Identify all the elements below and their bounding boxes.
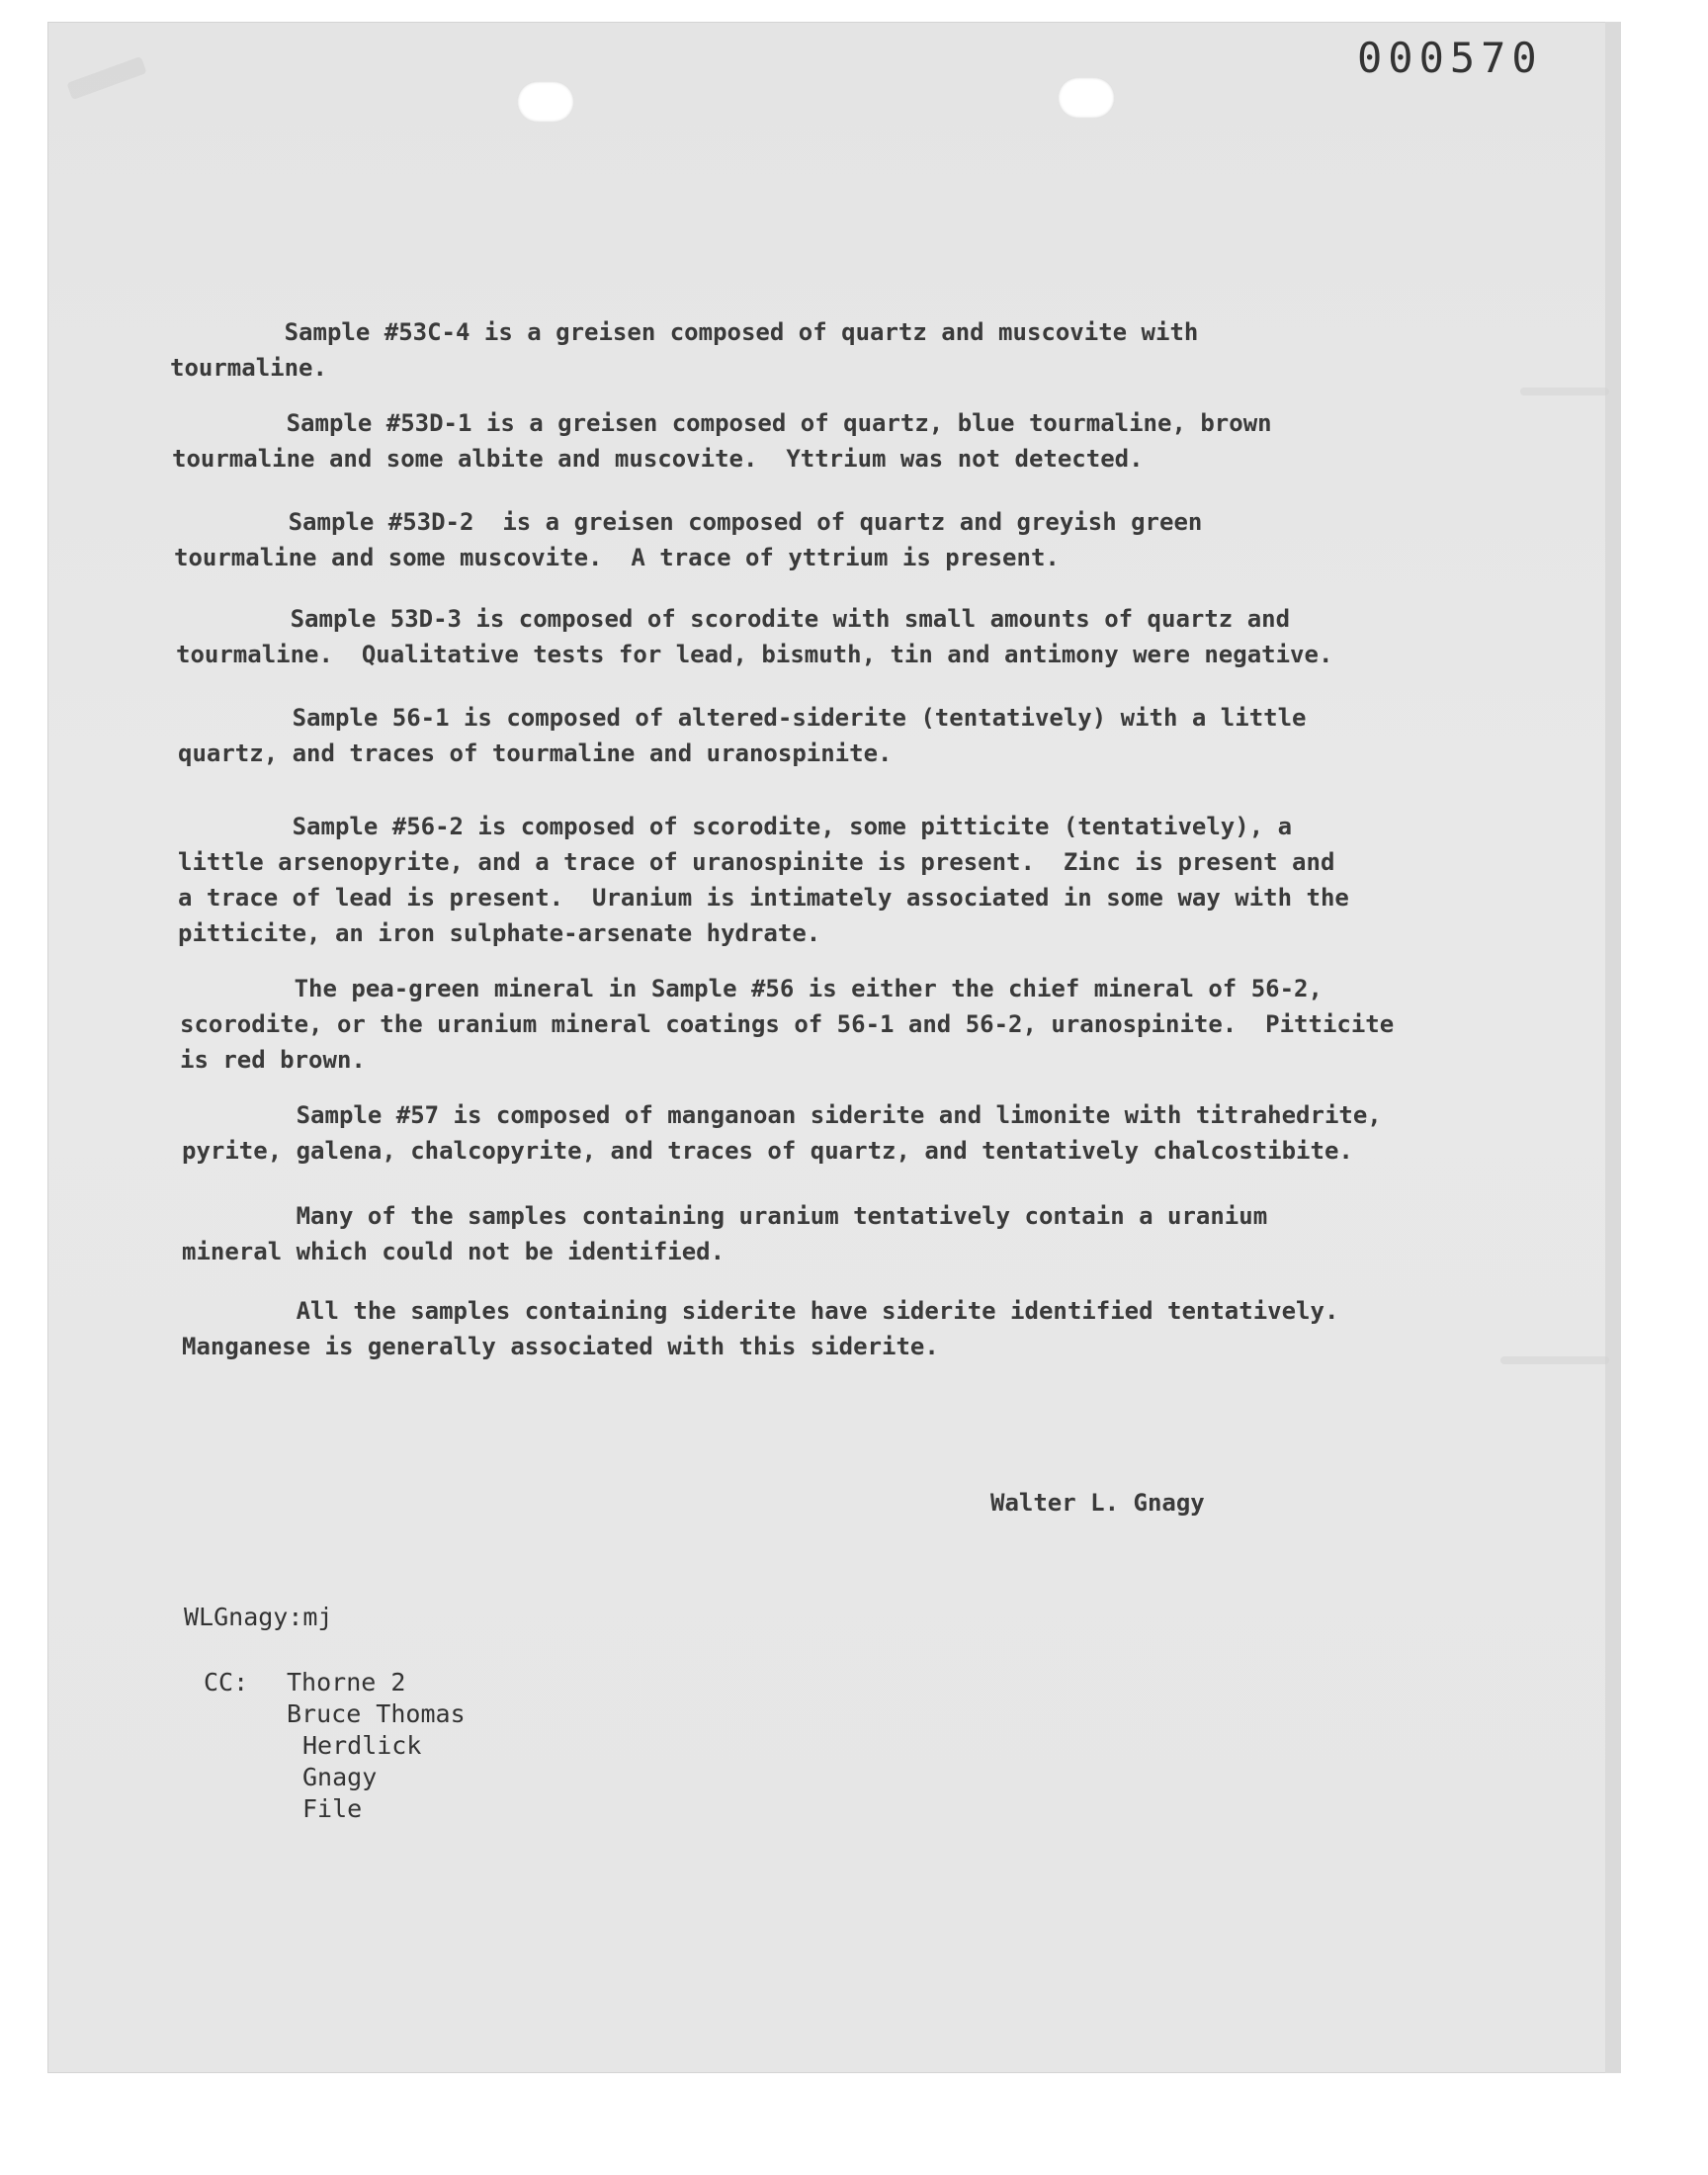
paragraph-line: Sample #53C-4 is a greisen composed of quartz and muscovite with (170, 318, 1199, 346)
paragraph-line: tourmaline and some albite and muscovite. Yttrium was not detected. (172, 445, 1144, 473)
cc-recipient: File (302, 1794, 363, 1823)
paragraph-line: Sample 56-1 is composed of altered-siderite (tentatively) with a little (178, 704, 1307, 732)
paragraph (182, 1097, 1382, 1169)
paragraph-line: Sample #53D-1 is a greisen composed of quartz, blue tourmaline, brown (172, 409, 1272, 437)
paragraph-line: Sample #53D-2 is a greisen composed of quartz and greyish green (174, 508, 1203, 536)
cc-recipient: Gnagy (302, 1763, 378, 1791)
paragraph-line: pitticite, an iron sulphate-arsenate hydrate. (178, 919, 821, 947)
paragraph-line: Sample 53D-3 is composed of scorodite with small amounts of quartz and (176, 605, 1291, 633)
cc-recipient: Herdlick (302, 1731, 422, 1760)
paragraph-line: a trace of lead is present. Uranium is intimately associated in some way with the (178, 884, 1349, 912)
smudge-mark (1520, 388, 1609, 395)
cc-recipient: Bruce Thomas (287, 1699, 466, 1728)
paragraph (174, 504, 1202, 575)
typist-initials: WLGnagy:mj (184, 1603, 333, 1631)
paragraph-line: is red brown. (180, 1046, 366, 1074)
paragraph (182, 1198, 1267, 1269)
paragraph-line: All the samples containing siderite have siderite identified tentatively. (182, 1297, 1339, 1325)
paragraph-line: little arsenopyrite, and a trace of uranospinite is present. Zinc is present and (178, 848, 1335, 876)
paragraph-line: tourmaline. Qualitative tests for lead, bismuth, tin and antimony were negative. (176, 641, 1333, 668)
smudge-mark (1500, 1356, 1609, 1364)
paragraph (170, 314, 1198, 386)
paragraph-line: Sample #57 is composed of manganoan siderite and limonite with titrahedrite, (182, 1101, 1382, 1129)
document-number: 000570 (1357, 34, 1543, 82)
paragraph-line: pyrite, galena, chalcopyrite, and traces of quartz, and tentatively chalcostibite. (182, 1137, 1353, 1165)
cc-label: CC: (204, 1668, 249, 1696)
paragraph (176, 601, 1332, 672)
paragraph-line: Manganese is generally associated with this siderite. (182, 1333, 939, 1360)
paragraph (178, 700, 1307, 771)
paragraph (182, 1293, 1338, 1364)
signature: Walter L. Gnagy (990, 1489, 1205, 1517)
punch-hole-left (517, 81, 574, 123)
cc-recipient: Thorne 2 (287, 1668, 406, 1696)
smudge-mark (66, 56, 146, 100)
paragraph-line: scorodite, or the uranium mineral coatings of 56-1 and 56-2, uranospinite. Pitticite (180, 1010, 1395, 1038)
paragraph (172, 405, 1272, 477)
paragraph-line: Many of the samples containing uranium tentatively contain a uranium (182, 1202, 1268, 1230)
paragraph (178, 809, 1349, 951)
paragraph-line: quartz, and traces of tourmaline and uranospinite. (178, 740, 893, 767)
paragraph-line: The pea-green mineral in Sample #56 is either the chief mineral of 56-2, (180, 975, 1323, 1002)
paragraph-line: tourmaline and some muscovite. A trace of yttrium is present. (174, 544, 1060, 571)
paragraph-line: Sample #56-2 is composed of scorodite, some pitticite (tentatively), a (178, 813, 1293, 840)
punch-hole-right (1058, 77, 1115, 119)
paragraph (180, 971, 1394, 1078)
paragraph-line: tourmaline. (170, 354, 327, 382)
paragraph-line: mineral which could not be identified. (182, 1238, 726, 1265)
sheet-edge (1605, 22, 1621, 2073)
